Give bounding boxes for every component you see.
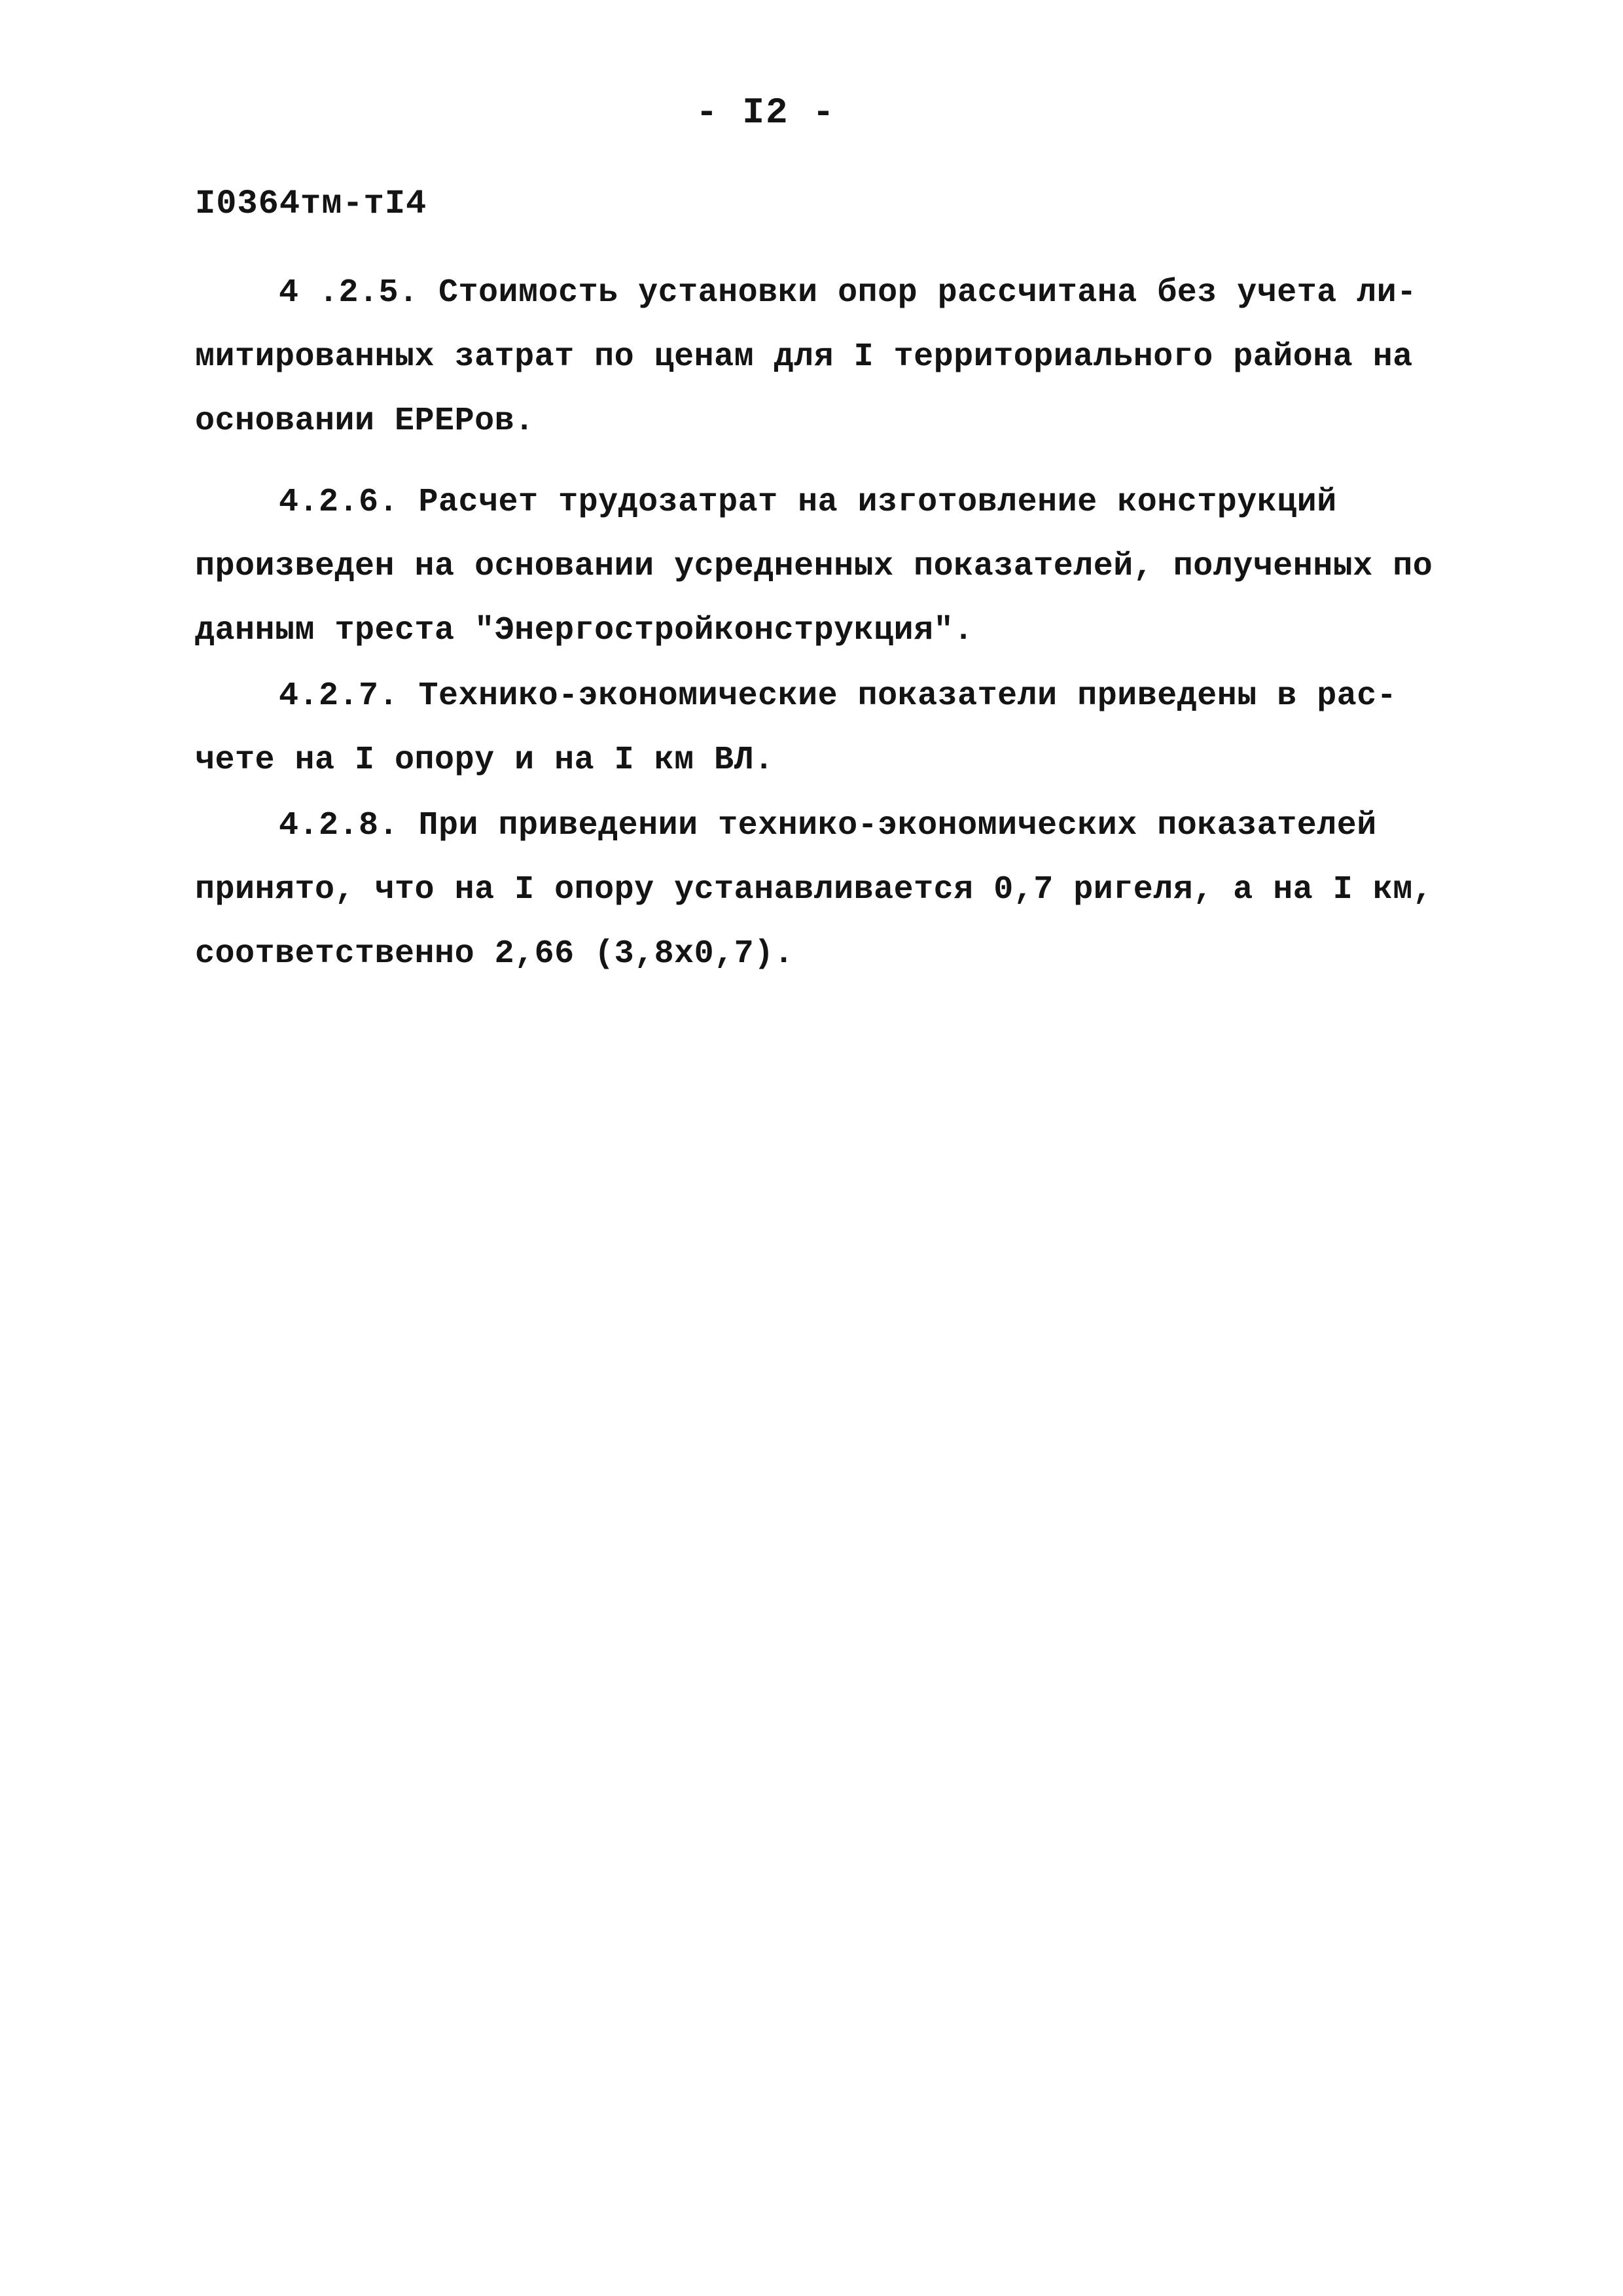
page-number: - I2 - [696, 92, 836, 134]
paragraph-4-2-8-line-1: 4.2.8. При приведении технико-экономических показателей [279, 807, 1377, 844]
paragraph-4-2-6-line-1: 4.2.6. Расчет трудозатрат на изготовление конструкций [279, 484, 1337, 521]
document-code: I0364тм-тI4 [195, 185, 427, 223]
paragraph-4-2-6-line-2: произведен на основании усредненных показателей, полученных по [195, 548, 1433, 585]
paragraph-4-2-8-line-3: соответственно 2,66 (3,8х0,7). [195, 935, 794, 973]
paragraph-4-2-8-line-2: принято, что на I опору устанавливается 0,7 ригеля, а на I км, [195, 871, 1433, 908]
paragraph-4-2-7-line-2: чете на I опору и на I км ВЛ. [195, 742, 774, 779]
paragraph-4-2-7-line-1: 4.2.7. Технико-экономические показатели приведены в рас- [279, 677, 1397, 715]
paragraph-4-2-5-line-2: митированных затрат по ценам для I территориального района на [195, 338, 1413, 376]
paragraph-4-2-5-line-1: 4 .2.5. Стоимость установки опор рассчитана без учета ли- [279, 274, 1417, 312]
paragraph-4-2-6-line-3: данным треста "Энергостройконструкция". [195, 612, 974, 649]
paragraph-4-2-5-line-3: основании ЕРЕРов. [195, 403, 535, 440]
